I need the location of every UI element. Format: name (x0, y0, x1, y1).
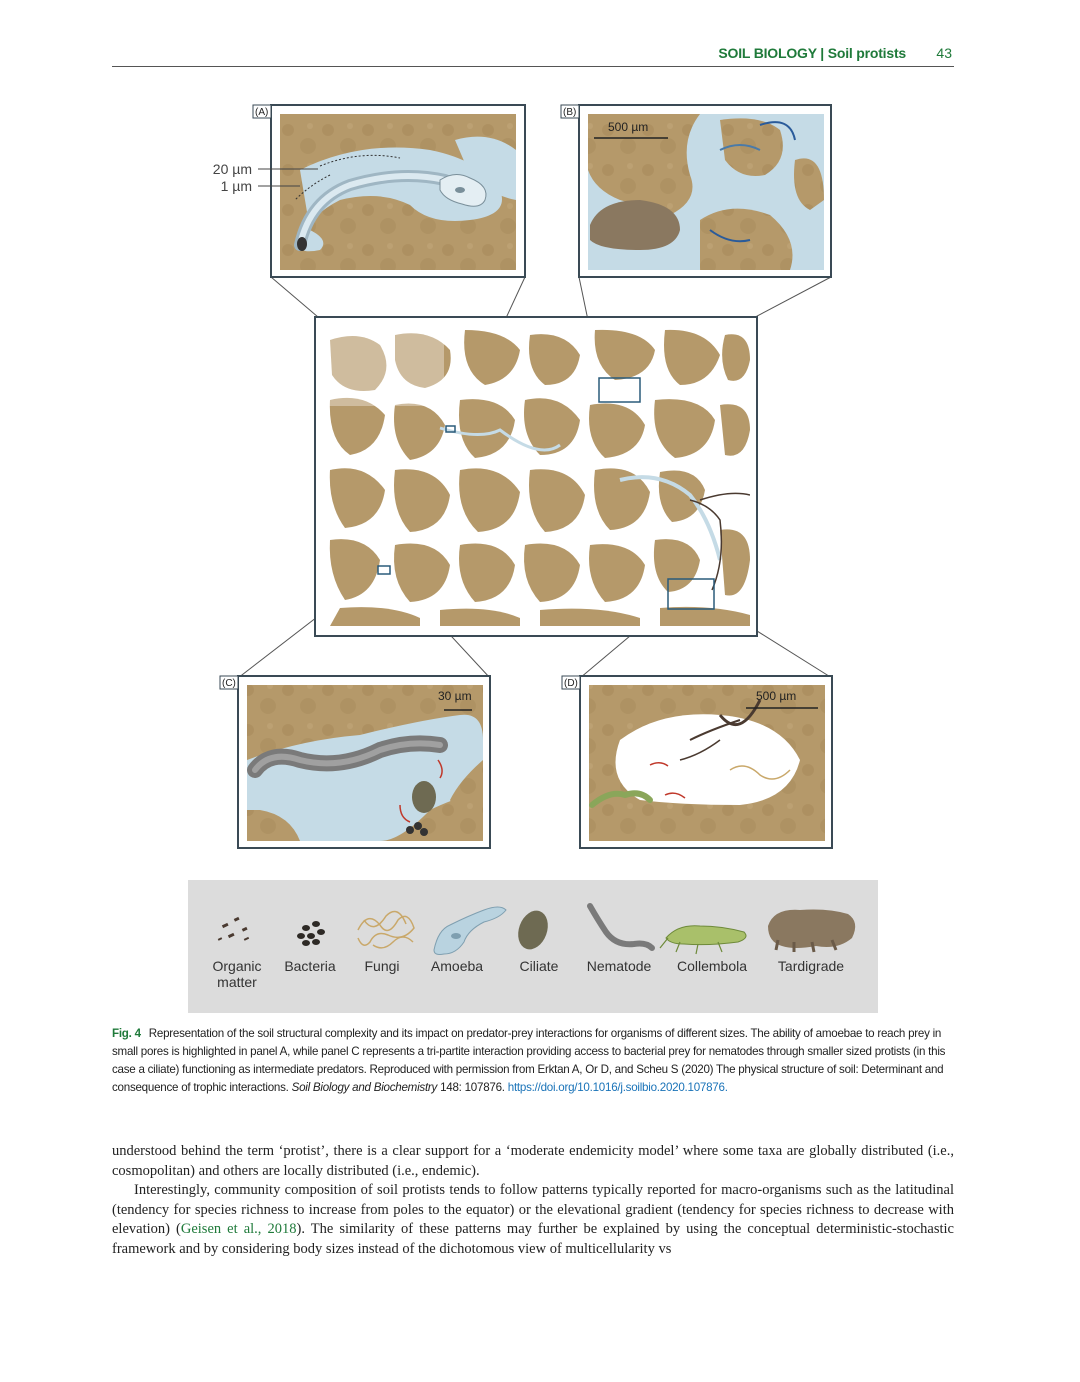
legend (188, 880, 878, 1013)
page-number: 43 (936, 45, 952, 61)
panel-d (562, 676, 832, 848)
ciliate-icon (513, 906, 553, 953)
legend-icons (188, 880, 878, 1013)
paragraph-2-part-b: ). The similarity of these patterns may further be explained by using the conceptual deterministic-stochastic framework and by considering body sizes instead of the dichotomous view of multicellularity vs (112, 1221, 954, 1257)
bacteria-icon (297, 921, 325, 946)
panel-b (561, 105, 831, 277)
collembola-icon (660, 926, 746, 954)
figure-caption (112, 1025, 954, 1097)
legend-label-ciliate: Ciliate (519, 958, 559, 974)
paragraph-2-part-a: Interestingly, community composition of soil protists tends to follow patterns typically reported for macro-organisms such as the latitudinal (tendency for species richness to increase from poles to the equator) or the elevational gradient (tendency for species richness to decrease with elevation) ( (112, 1182, 954, 1238)
legend-label-collembola: Collembola (676, 958, 748, 974)
panel-d-scale: 500 µm (756, 689, 797, 703)
paragraph-2 (112, 1181, 954, 1259)
panel-c-scale: 30 µm (438, 689, 472, 703)
caption-journal: Soil Biology and Biochemistry (291, 1081, 438, 1094)
panel-a-scale-small: 1 µm (220, 178, 252, 194)
panel-b-scale: 500 µm (608, 120, 649, 134)
legend-label-tardigrade: Tardigrade (777, 958, 845, 974)
section-title: SOIL BIOLOGY | Soil protists (718, 45, 906, 61)
caption-volume: 148: 107876. (440, 1081, 505, 1094)
citation-link[interactable]: Geisen et al., 2018 (180, 1221, 297, 1238)
fungi-icon (358, 912, 414, 948)
legend-label-nematode: Nematode (586, 958, 652, 974)
legend-label-amoeba: Amoeba (430, 958, 484, 974)
panel-main (315, 317, 757, 636)
legend-label-fungi: Fungi (364, 958, 400, 974)
caption-doi-link[interactable]: https://doi.org/10.1016/j.soilbio.2020.107876. (507, 1081, 728, 1094)
panel-a (213, 105, 525, 277)
panel-d-label: (D) (564, 678, 578, 689)
legend-label-organic-matter: Organic matter (212, 958, 262, 990)
body-text (112, 1142, 954, 1260)
panel-b-label: (B) (563, 107, 577, 118)
paragraph-1: understood behind the term ‘protist’, there is a clear support for a ‘moderate endemicity model’ where some taxa are globally distributed (i.e., cosmopolitan) and others are locally distributed (i.e., endemic). (112, 1143, 954, 1179)
tardigrade-icon (768, 910, 855, 953)
organic-matter-icon (218, 917, 249, 941)
panel-c-label: (C) (222, 678, 236, 689)
panel-a-label: (A) (255, 107, 269, 118)
panel-c (220, 676, 490, 848)
amoeba-icon (434, 907, 506, 955)
panel-a-scale-large: 20 µm (212, 161, 252, 177)
caption-label: Fig. 4 (112, 1027, 141, 1040)
nematode-icon (590, 906, 652, 948)
caption-text: Representation of the soil structural complexity and its impact on predator-prey interactions for organisms of different sizes. The ability of amoebae to reach prey in small pores is highlighted in panel A, while panel C represents a tri-partite interaction providing access to bacterial prey for nematodes through smaller sized protists (in this case a ciliate) functioning as intermediate predators. Reproduced with permission from Erktan A, Or D, and Scheu S (2020) The physical structure of soil: Determinant and consequence of trophic interactions. (112, 1027, 946, 1094)
legend-label-bacteria: Bacteria (284, 958, 336, 974)
